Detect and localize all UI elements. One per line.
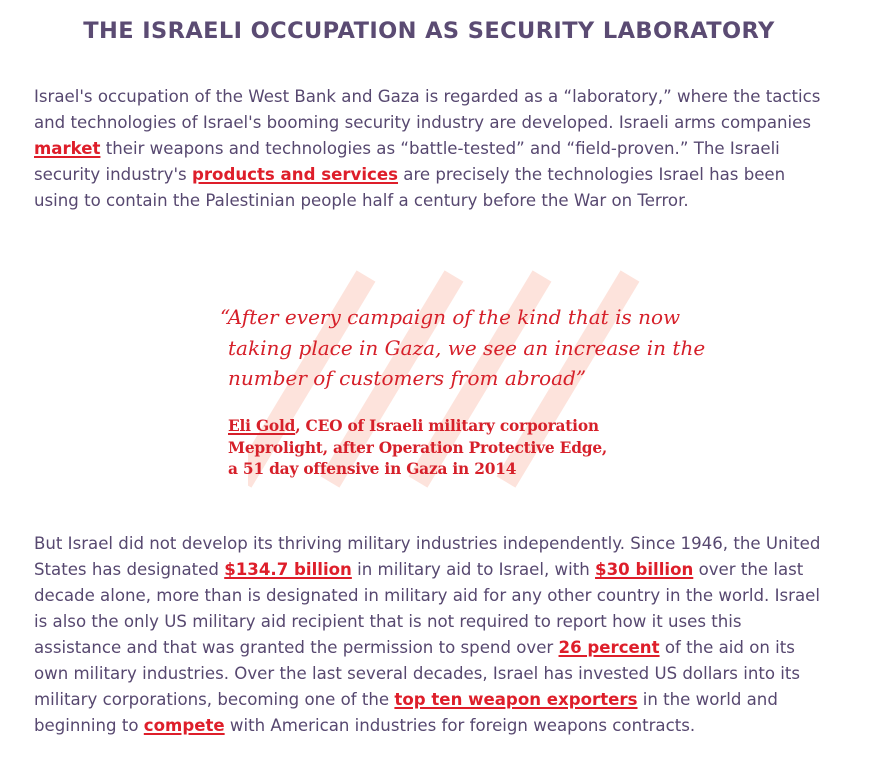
30-billion-link[interactable]: $30 billion: [595, 560, 694, 579]
page-title: THE ISRAELI OCCUPATION AS SECURITY LABORATORY: [83, 18, 775, 44]
body-text-3: over the last decade alone, more than is designated in military aid for any other country in the world. Israel is also the only US military aid recipient that is not required to report how it uses this assistance and that was granted the permission to spend over: [34, 560, 820, 657]
products-and-services-link[interactable]: products and services: [191, 165, 399, 184]
body-text-2: in military aid to Israel, with: [351, 560, 596, 579]
attribution-role: , CEO of Israeli military corporation: [295, 417, 599, 435]
intro-text-2: their weapons and technologies as “battle-tested” and “field-proven.” The Israeli security industry's: [34, 139, 780, 184]
body-text-5: in the world and beginning to: [34, 690, 778, 735]
attribution-line-3: a 51 day offensive in Gaza in 2014: [228, 460, 517, 478]
intro-paragraph: [34, 84, 834, 214]
compete-link[interactable]: compete: [143, 716, 225, 735]
top-ten-weapon-exporters-link[interactable]: top ten weapon exporters: [394, 690, 638, 709]
body-paragraph: [34, 531, 834, 739]
body-text-6: with American industries for foreign weapons contracts.: [224, 716, 696, 735]
eli-gold-link[interactable]: Eli Gold: [228, 417, 296, 435]
body-text-1: But Israel did not develop its thriving military industries independently. Since 1946, the United States has designated: [34, 534, 821, 579]
134-7-billion-link[interactable]: $134.7 billion: [224, 560, 352, 579]
body-text-4: of the aid on its own military industries. Over the last several decades, Israel has invested US dollars into its military corporations, becoming one of the: [34, 638, 801, 709]
market-link[interactable]: market: [34, 139, 101, 158]
intro-text-1: Israel's occupation of the West Bank and Gaza is regarded as a “laboratory,” where the tactics and technologies of Israel's booming security industry are developed. Israeli arms companies: [34, 87, 821, 132]
attribution-line-2: Meprolight, after Operation Protective Edge,: [228, 438, 608, 457]
pull-quote: [220, 302, 706, 394]
quote-line-1: “After every campaign of the kind that is now: [220, 305, 681, 329]
26-percent-link[interactable]: 26 percent: [558, 638, 660, 657]
quote-attribution: [228, 416, 698, 481]
intro-text-3: are precisely the technologies Israel has been using to contain the Palestinian people half a century before the War on Terror.: [34, 165, 786, 210]
quote-line-3: number of customers from abroad”: [228, 366, 587, 390]
quote-line-2: taking place in Gaza, we see an increase in the: [228, 335, 706, 360]
attribution-line-1: [228, 416, 698, 438]
